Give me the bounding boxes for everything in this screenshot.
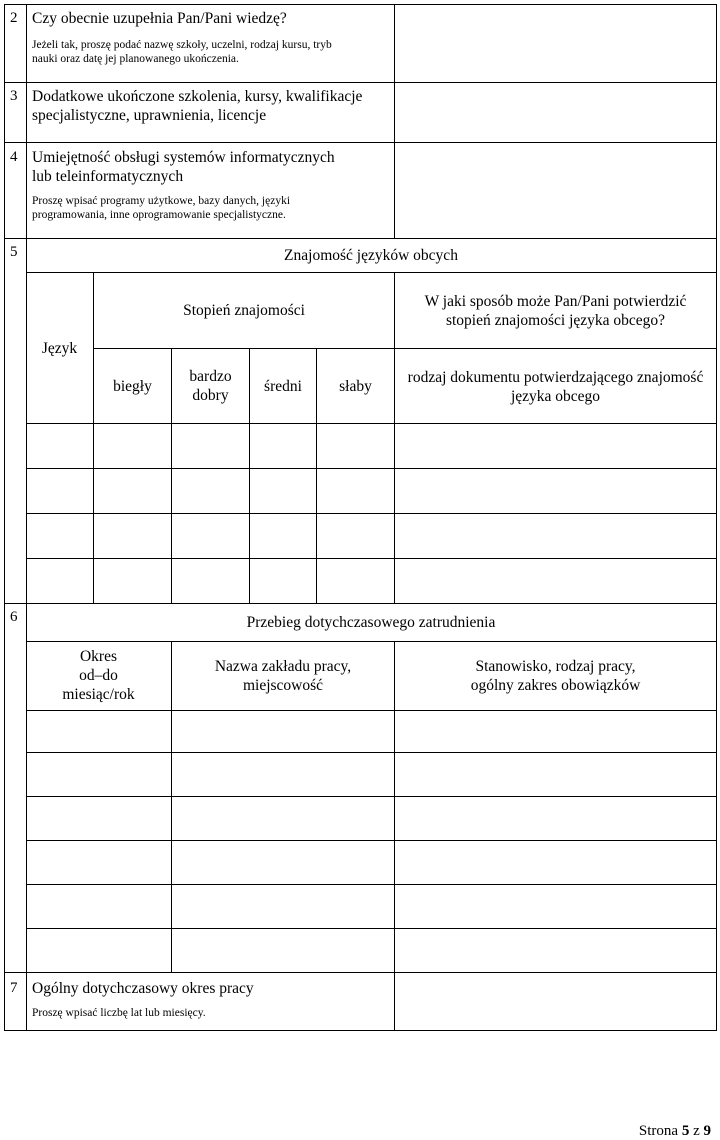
level-very-good-line: dobry <box>192 387 229 404</box>
level-very-good-header <box>172 349 249 423</box>
language-header <box>26 273 93 423</box>
page-indicator <box>639 1123 711 1140</box>
doc-type-header <box>395 368 716 418</box>
row-line <box>4 1030 716 1031</box>
position-header <box>395 657 716 707</box>
answer-field-q7[interactable] <box>395 973 716 1030</box>
level-header-text: Stopień znajomości <box>183 302 305 319</box>
employer-header <box>172 657 394 707</box>
language-table-rows[interactable] <box>27 424 716 603</box>
level-very-good-line: bardzo <box>189 368 232 385</box>
question-note: programowania, inne oprogramowanie specjalistyczne. <box>32 209 286 221</box>
question-title: Dodatkowe ukończone szkolenia, kursy, kwalifikacje <box>32 88 363 105</box>
question-title: Czy obecnie uzupełnia Pan/Pani wiedzę? <box>32 10 287 27</box>
language-header-text: Język <box>41 339 78 357</box>
section-title-text: Znajomość języków obcych <box>284 247 458 264</box>
question-number: 6 <box>10 609 18 625</box>
confirm-header-line: stopień znajomości języka obcego? <box>445 311 666 329</box>
period-header <box>26 647 171 709</box>
question-title: Umiejętność obsługi systemów informatycznych <box>32 149 335 166</box>
position-header-line: ogólny zakres obowiązków <box>470 677 641 694</box>
level-average-text: średni <box>264 377 302 395</box>
answer-field-q3[interactable] <box>395 83 716 142</box>
level-header <box>94 273 394 348</box>
question-title: lub teleinformatycznych <box>32 168 184 185</box>
row-line <box>26 641 716 642</box>
employer-header-line: Nazwa zakładu pracy, <box>214 658 352 675</box>
position-header-line: Stanowisko, rodzaj pracy, <box>475 658 636 675</box>
section-title <box>26 604 716 641</box>
employer-header-line: miejscowość <box>242 677 324 694</box>
question-number: 3 <box>10 88 18 104</box>
question-number: 2 <box>10 10 18 26</box>
question-note: Proszę wpisać programy użytkowe, bazy danych, języki <box>32 195 291 207</box>
doc-type-line: rodzaj dokumentu potwierdzającego znajomość <box>407 369 704 386</box>
period-header-line: Okres <box>79 648 118 665</box>
question-title: specjalistyczne, uprawnienia, licencje <box>32 107 267 124</box>
level-weak-header <box>317 349 394 423</box>
answer-field-q2[interactable] <box>395 5 716 82</box>
question-number: 5 <box>10 244 18 260</box>
answer-field-q4[interactable] <box>395 143 716 238</box>
confirm-header <box>395 273 716 348</box>
level-fluent-header <box>94 349 171 423</box>
level-average-header <box>250 349 316 423</box>
question-note: nauki oraz datę jej planowanego ukończenia. <box>32 53 239 65</box>
level-weak-text: słaby <box>339 377 372 395</box>
question-note: Jeżeli tak, proszę podać nazwę szkoły, uczelni, rodzaj kursu, tryb <box>32 39 332 51</box>
employment-table-rows[interactable] <box>27 711 716 972</box>
question-note: Proszę wpisać liczbę lat lub miesięcy. <box>32 1007 206 1019</box>
question-number: 7 <box>10 980 18 996</box>
page-total: 9 <box>703 1123 711 1139</box>
period-header-line: miesiąc/rok <box>62 686 135 703</box>
confirm-header-line: W jaki sposób może Pan/Pani potwierdzić <box>424 292 687 310</box>
question-title: Ogólny dotychczasowy okres pracy <box>32 980 254 997</box>
page-of: z <box>693 1123 700 1139</box>
period-header-line: od–do <box>79 667 118 684</box>
page-label: Strona <box>638 1123 679 1139</box>
section-title-text: Przebieg dotychczasowego zatrudnienia <box>246 614 496 631</box>
level-fluent-text: biegły <box>113 377 152 395</box>
section-title <box>26 239 716 272</box>
column-line <box>716 4 717 1031</box>
column-line <box>4 4 5 1031</box>
question-number: 4 <box>10 149 18 165</box>
doc-type-line: języka obcego <box>510 388 601 405</box>
page-number: 5 <box>681 1123 690 1139</box>
